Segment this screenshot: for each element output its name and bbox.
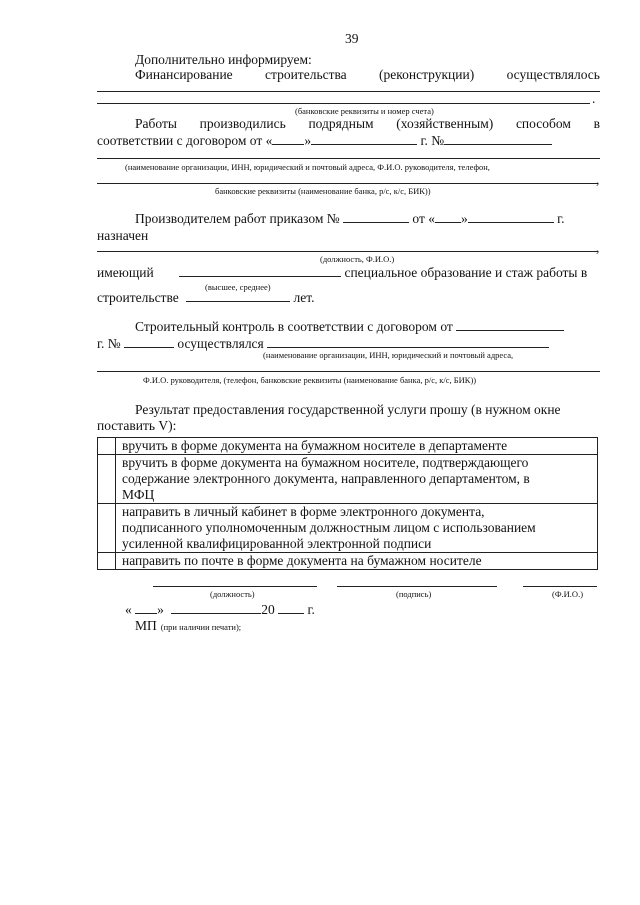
- construction-label: строительстве: [97, 290, 179, 305]
- date-quote-open: «: [125, 602, 132, 617]
- producer-appointed: назначен: [97, 228, 149, 243]
- delivery-option-row: [98, 438, 598, 455]
- works-fill-line-2: [97, 183, 597, 184]
- name-hint: (Ф.И.О.): [552, 589, 584, 599]
- option-text-mfc: [116, 455, 598, 504]
- works-contract-prefix: соответствии с договором от «: [97, 133, 273, 148]
- financing-fill-line-1: [97, 91, 600, 92]
- date-year-suffix: г.: [307, 602, 315, 617]
- education-field[interactable]: [179, 265, 341, 277]
- date-line: [125, 602, 315, 618]
- date-day-field[interactable]: [135, 602, 157, 614]
- option-checkbox-cabinet[interactable]: [98, 504, 116, 553]
- producer-comma: ,: [596, 240, 600, 255]
- financing-word: (реконструкции): [379, 67, 475, 82]
- option-checkbox-post[interactable]: [98, 553, 116, 570]
- control-number-field[interactable]: [124, 336, 174, 348]
- financing-hint: (банковские реквизиты и номер счета): [295, 106, 434, 116]
- producer-year-label: г.: [557, 211, 565, 226]
- option-line: вручить в форме документа на бумажном носителе, подтверждающего: [122, 455, 529, 470]
- producer-hint: (должность, Ф.И.О.): [320, 254, 395, 264]
- date-quote-close: »: [157, 602, 164, 617]
- signature-line[interactable]: [337, 586, 497, 587]
- control-contract-date-field[interactable]: [456, 319, 564, 331]
- producer-line-1: [135, 211, 565, 227]
- control-hint-1: (наименование организации, ИНН, юридический и почтовый адреса,: [263, 350, 514, 360]
- position-line[interactable]: [153, 586, 317, 587]
- producer-having-line: [97, 265, 587, 281]
- signature-hint: (подпись): [396, 589, 432, 599]
- date-year-field[interactable]: [278, 602, 304, 614]
- option-line: усиленной квалифицированной электронной подписи: [122, 536, 432, 551]
- financing-word: строительства: [265, 67, 347, 82]
- option-line: подписанного уполномоченным должностным лицом с использованием: [122, 520, 536, 535]
- works-hint-1: (наименование организации, ИНН, юридический и почтовый адреса, Ф.И.О. руководителя, телефон,: [125, 162, 490, 172]
- option-text-cabinet: [116, 504, 598, 553]
- financing-fill-line-2: [97, 103, 590, 104]
- contract-month-field[interactable]: [311, 133, 417, 145]
- delivery-option-row: [98, 553, 598, 570]
- having-label: имеющий: [97, 265, 154, 280]
- date-month-field[interactable]: [171, 602, 261, 614]
- contract-number-field[interactable]: [444, 133, 552, 145]
- option-checkbox-mfc[interactable]: [98, 455, 116, 504]
- financing-line: [135, 67, 600, 83]
- works-word: в: [593, 116, 600, 131]
- control-fill-line: [97, 371, 600, 372]
- works-word: Работы: [135, 116, 177, 131]
- result-line-1: Результат предоставления государственной услуги прошу (в нужном окне: [135, 402, 561, 417]
- contract-day-field[interactable]: [272, 133, 304, 145]
- option-text-post: [116, 553, 598, 570]
- order-number-field[interactable]: [343, 211, 409, 223]
- works-quote-close: »: [304, 133, 312, 148]
- control-hint-2: Ф.И.О. руководителя, (телефон, банковские реквизиты (наименование банка, р/с, к/с, БИК)): [143, 375, 477, 385]
- years-label: лет.: [293, 290, 315, 305]
- result-line-2: поставить V):: [97, 418, 177, 433]
- intro-text: Дополнительно информируем:: [135, 52, 312, 67]
- period-mark: .: [592, 91, 596, 106]
- order-day-field[interactable]: [435, 211, 461, 223]
- stamp-line: [135, 617, 241, 635]
- stamp-label: МП: [135, 618, 157, 633]
- delivery-options-table: [97, 437, 598, 570]
- option-line: направить по почте в форме документа на бумажном носителе: [122, 553, 482, 568]
- education-hint: (высшее, среднее): [205, 282, 271, 292]
- control-org-field[interactable]: [267, 336, 549, 348]
- page-number: 39: [345, 31, 359, 46]
- financing-word: осуществлялось: [506, 67, 600, 82]
- works-fill-line-1: [97, 158, 600, 159]
- producer-order-label: Производителем работ приказом №: [135, 211, 340, 226]
- producer-from-label: от «: [412, 211, 435, 226]
- option-text-department: [116, 438, 598, 455]
- delivery-option-row: [98, 504, 598, 553]
- option-line: МФЦ: [122, 487, 155, 502]
- delivery-option-row: [98, 455, 598, 504]
- name-line[interactable]: [523, 586, 597, 587]
- date-year-prefix: 20: [261, 602, 275, 617]
- works-line-2: [97, 133, 552, 149]
- works-word: подрядным: [308, 116, 374, 131]
- control-label: Строительный контроль в соответствии с договором от: [135, 319, 453, 334]
- works-word: способом: [515, 116, 571, 131]
- works-word: (хозяйственным): [396, 116, 494, 131]
- having-suffix: специальное образование и стаж работы в: [344, 265, 588, 280]
- control-performed-label: осуществлялся: [177, 336, 264, 351]
- order-month-field[interactable]: [468, 211, 554, 223]
- years-field[interactable]: [186, 290, 290, 302]
- producer-fill-line: [97, 251, 597, 252]
- position-hint: (должность): [210, 589, 255, 599]
- works-word: производились: [199, 116, 286, 131]
- option-line: направить в личный кабинет в форме электронного документа,: [122, 504, 485, 519]
- comma-mark: ,: [596, 172, 600, 187]
- option-line: вручить в форме документа на бумажном носителе в департаменте: [122, 438, 508, 453]
- control-number-label: г. №: [97, 336, 121, 351]
- works-line-1: [135, 116, 600, 132]
- option-line: содержание электронного документа, направленного департаментом, в: [122, 471, 530, 486]
- financing-word: Финансирование: [135, 67, 233, 82]
- stamp-hint: (при наличии печати);: [160, 622, 242, 632]
- works-number-label: г. №: [420, 133, 445, 148]
- producer-construction-line: [97, 290, 315, 306]
- control-line-1: [135, 319, 564, 335]
- works-hint-2: банковские реквизиты (наименование банка, р/с, к/с, БИК)): [215, 186, 431, 196]
- producer-quote-close: »: [461, 211, 468, 226]
- option-checkbox-department[interactable]: [98, 438, 116, 455]
